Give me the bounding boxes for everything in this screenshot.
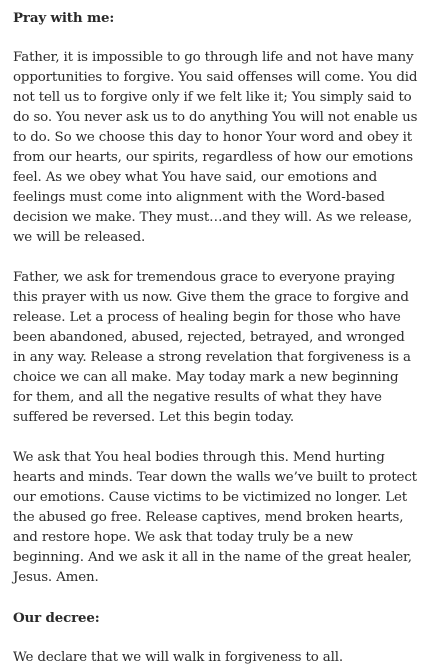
decree-heading: Our decree: <box>13 610 100 626</box>
prayer-paragraph: Father, we ask for tremendous grace to everyone praying this prayer with us now. Give them the grace to forgive and release. Let a process of healing begin for those who have been abandoned, abused, rejected, betrayed, and wronged in any way. Release a strong revelation that forgiveness is a choice we can all make. May today mark a new beginning for them, and all the negative results of what they have suffered be reversed. Let this begin today. <box>13 270 411 425</box>
prayer-heading: Pray with me: <box>13 10 115 26</box>
prayer-paragraph: We ask that You heal bodies through this. Mend hurting hearts and minds. Tear down the walls we’ve built to protect our emotions. Cause victims to be victimized no longer. Let the abused go free. Release captives, mend broken hearts, and restore hope. We ask that today truly be a new beginning. And we ask it all in the name of the great healer, Jesus. Amen. <box>13 450 417 585</box>
decree-text: We declare that we will walk in forgiveness to all. <box>13 650 343 665</box>
prayer-paragraph: Father, it is impossible to go through life and not have many opportunities to forgive. You said offenses will come. You did not tell us to forgive only if we felt like it; You simply said to do so. You never ask us to do anything You will not enable us to do. So we choose this day to honor Your word and obey it from our hearts, our spirits, regardless of how our emotions feel. As we obey what You have said, our emotions and feelings must come into alignment with the Word-based decision we make. They must…and they will. As we release, we will be released. <box>13 50 418 245</box>
